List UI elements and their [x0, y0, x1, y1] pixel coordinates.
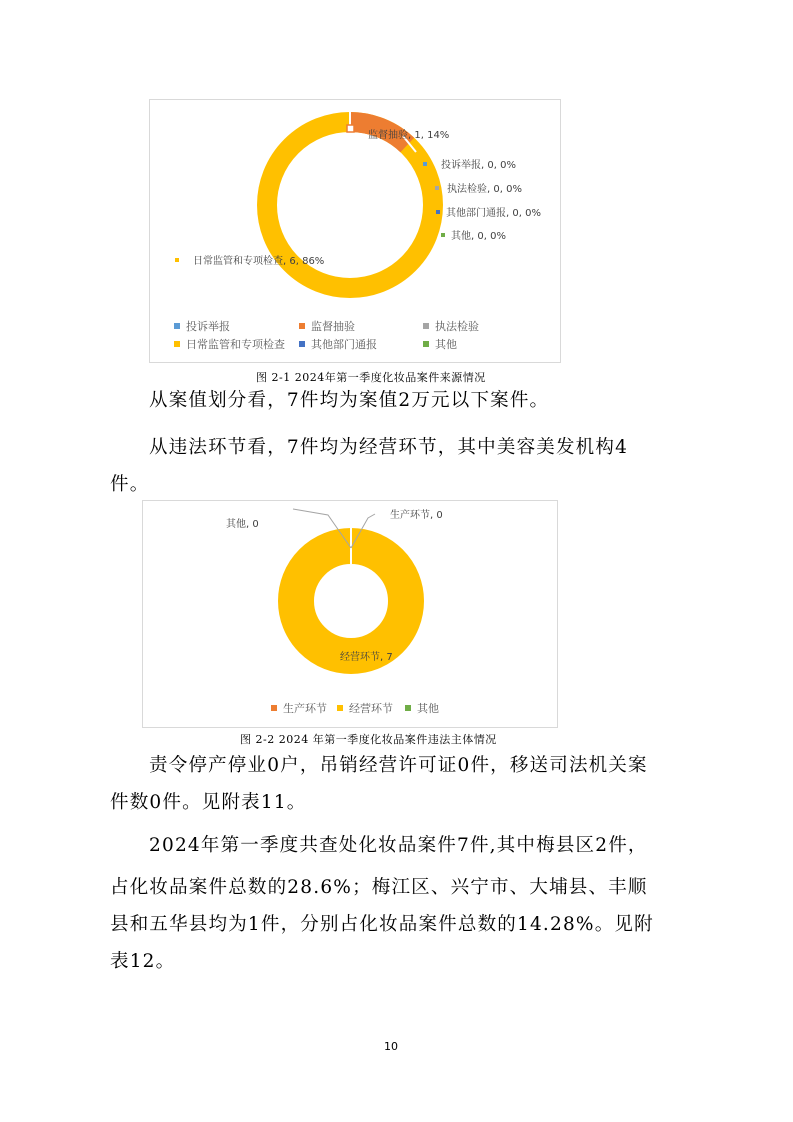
figure-caption-2-2: 图 2-2 2024 年第一季度化妆品案件违法主体情况: [240, 733, 497, 746]
label-zhifa: 执法检验, 0, 0%: [435, 180, 522, 195]
paragraph-penalties-line2: 件数0件。见附表11。: [110, 792, 307, 813]
paragraph-summary-line2: 占化妆品案件总数的28.6%；梅江区、兴宁市、大埔县、丰顺: [110, 877, 648, 898]
swatch-icon: [337, 705, 343, 711]
paragraph-case-value: 从案值划分看，7件均为案值2万元以下案件。: [149, 390, 550, 411]
swatch-icon: [405, 705, 411, 711]
label-shengchan: 生产环节, 0: [390, 510, 443, 521]
label-richang: 日常监管和专项检查, 6, 86%: [175, 252, 324, 267]
chart-case-source: [149, 99, 561, 363]
swatch-icon: [271, 705, 277, 711]
legend-item-jiandu: 监督抽验: [299, 318, 355, 334]
swatch-icon: [174, 341, 180, 347]
label-qita: 其他, 0: [226, 519, 259, 530]
page-number: 10: [384, 1040, 398, 1053]
swatch-icon: [423, 341, 429, 347]
swatch-icon: [423, 162, 427, 166]
legend-item-shengchan: 生产环节: [271, 700, 327, 716]
paragraph-summary-line4: 表12。: [110, 951, 176, 972]
legend-item-qita: 其他: [423, 336, 457, 352]
label-jiandu: 监督抽验, 1, 14%: [368, 130, 450, 141]
swatch-icon: [299, 341, 305, 347]
legend-item-qita: 其他: [405, 700, 439, 716]
legend-item-qitabumen: 其他部门通报: [299, 336, 377, 352]
chart-violation-subject: [142, 500, 558, 728]
swatch-icon: [441, 233, 445, 237]
legend-item-tousu: 投诉举报: [174, 318, 230, 334]
swatch-icon: [174, 323, 180, 329]
figure-caption-2-1: 图 2-1 2024年第一季度化妆品案件来源情况: [256, 371, 486, 384]
paragraph-summary-line1: 2024年第一季度共查处化妆品案件7件,其中梅县区2件，: [149, 835, 648, 856]
swatch-icon: [435, 186, 439, 190]
paragraph-violation-stage-line2: 件。: [110, 474, 150, 495]
paragraph-violation-stage-line1: 从违法环节看，7件均为经营环节，其中美容美发机构4: [149, 437, 629, 458]
swatch-icon: [175, 258, 179, 262]
legend-item-richang: 日常监管和专项检查: [174, 336, 285, 352]
swatch-icon: [436, 210, 440, 214]
label-jingying: 经营环节, 7: [340, 652, 393, 663]
label-tousu: 投诉举报, 0, 0%: [423, 156, 516, 171]
swatch-icon: [423, 323, 429, 329]
paragraph-summary-line3: 县和五华县均为1件，分别占化妆品案件总数的14.28%。见附: [110, 914, 654, 935]
legend-item-jingying: 经营环节: [337, 700, 393, 716]
doughnut-chart-violation-subject: [143, 501, 557, 727]
label-qitabumen: 其他部门通报, 0, 0%: [436, 204, 541, 219]
label-qita: 其他, 0, 0%: [441, 227, 506, 242]
legend-item-zhifa: 执法检验: [423, 318, 479, 334]
swatch-icon: [299, 323, 305, 329]
paragraph-penalties-line1: 责令停产停业0户，吊销经营许可证0件，移送司法机关案: [149, 755, 648, 776]
